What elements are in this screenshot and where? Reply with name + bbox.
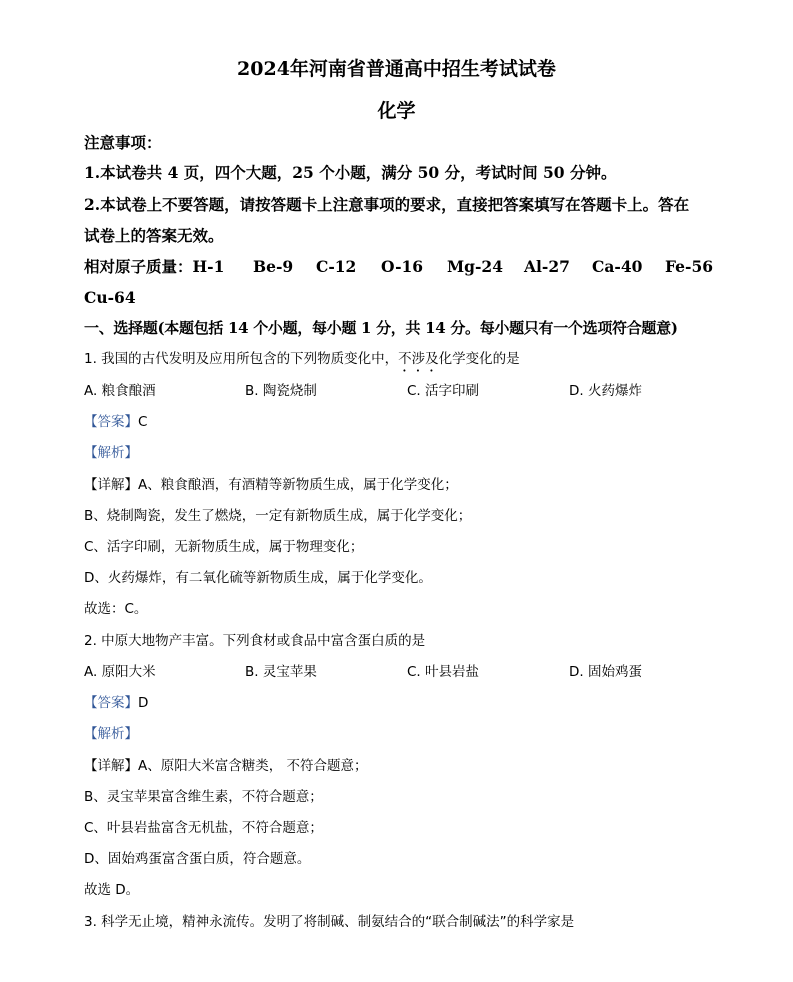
atomic-mass-c: C-12 xyxy=(316,257,357,276)
atomic-mass-fe: Fe-56 xyxy=(665,257,714,276)
notice-heading: 注意事项： xyxy=(84,133,162,152)
q2-analysis-tag: 【解析】 xyxy=(84,726,138,742)
atomic-mass-label: 相对原子质量：H-1 xyxy=(84,257,225,276)
question-2-stem: 2. 中原大地物产丰富。下列食材或食品中富含蛋白质的是 xyxy=(84,633,426,649)
q1-option-b: B. 陶瓷烧制 xyxy=(245,383,317,399)
q2-option-b: B. 灵宝苹果 xyxy=(245,664,317,680)
detail-tag: 【详解】 xyxy=(84,758,138,774)
atomic-mass-cu: Cu-64 xyxy=(84,288,136,307)
q2-option-d: D. 固始鸡蛋 xyxy=(569,664,642,680)
q1-conclusion: 故选：C。 xyxy=(84,601,148,617)
question-2-options xyxy=(84,662,710,682)
q1-detail-b: B、烧制陶瓷，发生了燃烧，一定有新物质生成，属于化学变化； xyxy=(84,508,472,524)
notice-item-2-line-2: 试卷上的答案无效。 xyxy=(84,226,224,245)
question-1-options xyxy=(84,381,710,401)
question-3-stem: 3. 科学无止境，精神永流传。发明了将制碱、制氨结合的“联合制碱法”的科学家是 xyxy=(84,914,575,930)
q2-detail-b: B、灵宝苹果富含维生素，不符合题意； xyxy=(84,789,323,805)
atomic-mass-al: Al-27 xyxy=(524,257,570,276)
q1-detail-c: C、活字印刷，无新物质生成，属于物理变化； xyxy=(84,539,364,555)
q1-detail-a: 【详解】A、粮食酿酒，有酒精等新物质生成，属于化学变化； xyxy=(84,477,458,493)
detail-tag: 【详解】 xyxy=(84,477,138,493)
q1-analysis-tag: 【解析】 xyxy=(84,445,138,461)
q1-detail-d: D、火药爆炸，有二氧化硫等新物质生成，属于化学变化。 xyxy=(84,570,432,586)
q2-option-c: C. 叶县岩盐 xyxy=(407,664,480,680)
atomic-mass-row xyxy=(84,257,714,277)
atomic-mass-be: Be-9 xyxy=(253,257,294,276)
atomic-mass-ca: Ca-40 xyxy=(592,257,643,276)
q1-answer: 【答案】C xyxy=(84,414,148,430)
atomic-mass-mg: Mg-24 xyxy=(447,257,503,276)
q1-option-c: C. 活字印刷 xyxy=(407,383,480,399)
q1-option-d: D. 火药爆炸 xyxy=(569,383,642,399)
answer-tag: 【答案】 xyxy=(84,695,138,711)
notice-item-2-line-1: 2.本试卷上不要答题，请按答题卡上注意事项的要求，直接把答案填写在答题卡上。答在 xyxy=(84,195,690,214)
emphasis-not-involve: 不涉及 xyxy=(398,351,439,367)
answer-tag: 【答案】 xyxy=(84,414,138,430)
q2-detail-c: C、叶县岩盐富含无机盐，不符合题意； xyxy=(84,820,323,836)
q2-detail-a: 【详解】A、原阳大米富含糖类， 不符合题意； xyxy=(84,758,368,774)
notice-item-1: 1.本试卷共 4 页，四个大题，25 个小题，满分 50 分，考试时间 50 分钟。 xyxy=(84,163,617,182)
q2-detail-d: D、固始鸡蛋富含蛋白质，符合题意。 xyxy=(84,851,311,867)
question-1-stem: 1. 我国的古代发明及应用所包含的下列物质变化中，不涉及化学变化的是 xyxy=(84,351,520,367)
subject-title: 化学 xyxy=(377,100,416,122)
exam-title: 2024年河南省普通高中招生考试试卷 xyxy=(237,58,556,80)
q2-option-a: A. 原阳大米 xyxy=(84,664,156,680)
q2-answer: 【答案】D xyxy=(84,695,149,711)
q2-conclusion: 故选 D。 xyxy=(84,882,140,898)
section-1-heading: 一、选择题(本题包括 14 个小题，每小题 1 分，共 14 分。每小题只有一个选项符合题意) xyxy=(84,319,678,337)
q1-option-a: A. 粮食酿酒 xyxy=(84,383,156,399)
atomic-mass-o: O-16 xyxy=(381,257,424,276)
